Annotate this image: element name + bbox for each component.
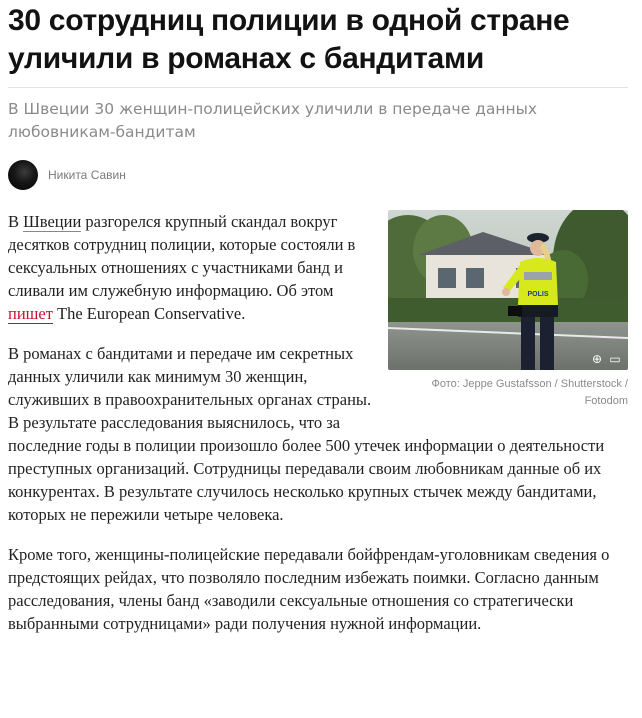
p1-text-mid: разгорелся крупный скандал вокруг десятков сотрудниц полиции, которые состояли в сексуальных отношениях с участниками банд и сливали им служебную информацию. Об этом bbox=[8, 212, 356, 300]
p1-text-post: The European Conservative. bbox=[52, 304, 246, 323]
link-source[interactable]: пишет bbox=[8, 304, 53, 323]
article-body bbox=[8, 210, 628, 635]
vest-badge: POLIS bbox=[527, 291, 549, 298]
article-photo[interactable] bbox=[388, 210, 628, 370]
link-sweden[interactable]: Швеции bbox=[23, 212, 82, 231]
page-title: 30 сотрудниц полиции в одной стране уличили в романах с бандитами bbox=[8, 4, 570, 75]
article-figure bbox=[388, 210, 628, 410]
paragraph-3: Кроме того, женщины-полицейские передавали бойфрендам-уголовникам сведения о предстоящих рейдах, что позволяло последним избежать поимки. Согласно данным расследования, члены банд «заводили сексуальные отношения со стратегически выбранными сотрудницами» ради получения нужной информации. bbox=[8, 545, 610, 633]
article-page bbox=[8, 0, 628, 652]
divider bbox=[8, 87, 628, 88]
author-name[interactable]: Никита Савин bbox=[48, 168, 126, 182]
p1-text-pre: В bbox=[8, 212, 24, 231]
police-photo-illustration bbox=[388, 210, 628, 370]
author-avatar[interactable] bbox=[8, 160, 38, 190]
photo-caption: Фото: Jeppe Gustafsson / Shutterstock / Fotodom bbox=[431, 378, 628, 407]
paragraph-2: В романах с бандитами и передаче им секретных данных уличили как минимум 30 женщин, служивших в правоохранительных органах страны. В результате расследования выяснилось, что за последние годы в полиции произошло более 500 утечек информации о деятельности преступных организаций. Сотрудницы передавали своим любовникам данные об их конкурентах. В результате случилось несколько крупных стычек между бандитами, которых не пережили четыре человека. bbox=[8, 344, 605, 524]
article-lead: В Швеции 30 женщин-полицейских уличили в передаче данных любовникам-бандитам bbox=[8, 100, 538, 141]
photo-tools bbox=[590, 352, 622, 366]
zoom-icon[interactable]: ⊕ bbox=[591, 352, 603, 366]
comment-icon[interactable]: ▭ bbox=[609, 352, 621, 366]
byline bbox=[8, 160, 628, 190]
